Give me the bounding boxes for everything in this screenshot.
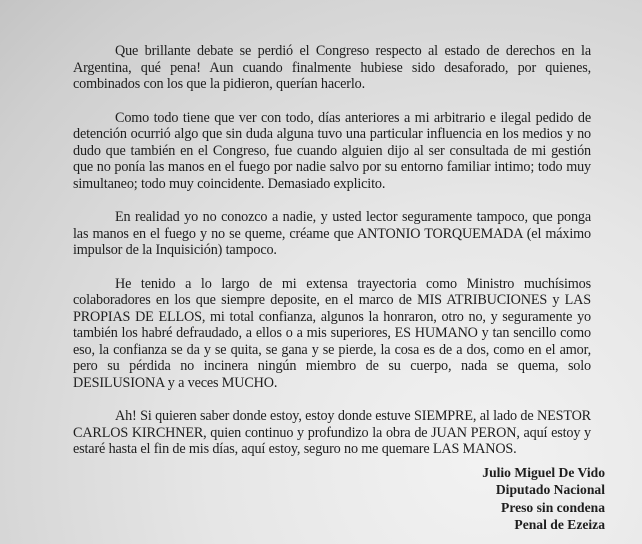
paragraph-4: He tenido a lo largo de mi extensa trayectoria como Ministro muchísimos colaboradores en los que siempre deposite, en el marco de MIS ATRIBUCIONES y LAS PROPIAS DE ELLOS, mi total confianza, algunos la honraron, otro no, y seguramente yo también los habré defraudado, a ellos o a mis superiores, ES HUMANO y tan sencillo como eso, la confianza se da y se quita, se gana y se pierde, la cosa es de a dos, como en el amor, pero su pérdida no incinera ningún miembro de su cuerpo, nada se quema, solo DESILUSIONA y a veces MUCHO. — [73, 275, 591, 392]
paragraph-5: Ah! Si quieren saber donde estoy, estoy donde estuve SIEMPRE, al lado de NESTOR CARLOS KIRCHNER, quien continuo y profundizo la obra de JUAN PERON, aquí estoy y estaré hasta el fin de mis días, aquí estoy, seguro no me quemare LAS MANOS. — [73, 408, 591, 458]
paragraph-1: Que brillante debate se perdió el Congreso respecto al estado de derechos en la Argentina, qué pena! Aun cuando finalmente hubiese sido desaforado, por quienes, combinados con los que la pidieron, querían hacerlo. — [73, 43, 591, 93]
paragraph-2: Como todo tiene que ver con todo, días anteriores a mi arbitrario e ilegal pedido de detención ocurrió algo que sin duda alguna tuvo una particular influencia en los medios y no dudo que también en el Congreso, fue cuando alguien dijo al ser consultada de mi gestión que no ponía las manos en el fuego por nadie salvo por su entorno familiar intimo; todo muy simultaneo; todo muy coincidente. Demasiado explicito. — [73, 109, 591, 192]
paragraph-3: En realidad yo no conozco a nadie, y usted lector seguramente tampoco, que ponga las manos en el fuego y no se queme, créame que ANTONIO TORQUEMADA (el máximo impulsor de la Inquisición) tampoco. — [73, 209, 591, 259]
signature-location: Penal de Ezeiza — [514, 517, 605, 533]
signature-title: Diputado Nacional — [495, 482, 605, 498]
letter-body — [73, 43, 591, 475]
signature-block — [482, 464, 605, 534]
signature-name: Julio Miguel De Vido — [482, 465, 605, 480]
signature-status: Preso sin condena — [501, 499, 605, 515]
